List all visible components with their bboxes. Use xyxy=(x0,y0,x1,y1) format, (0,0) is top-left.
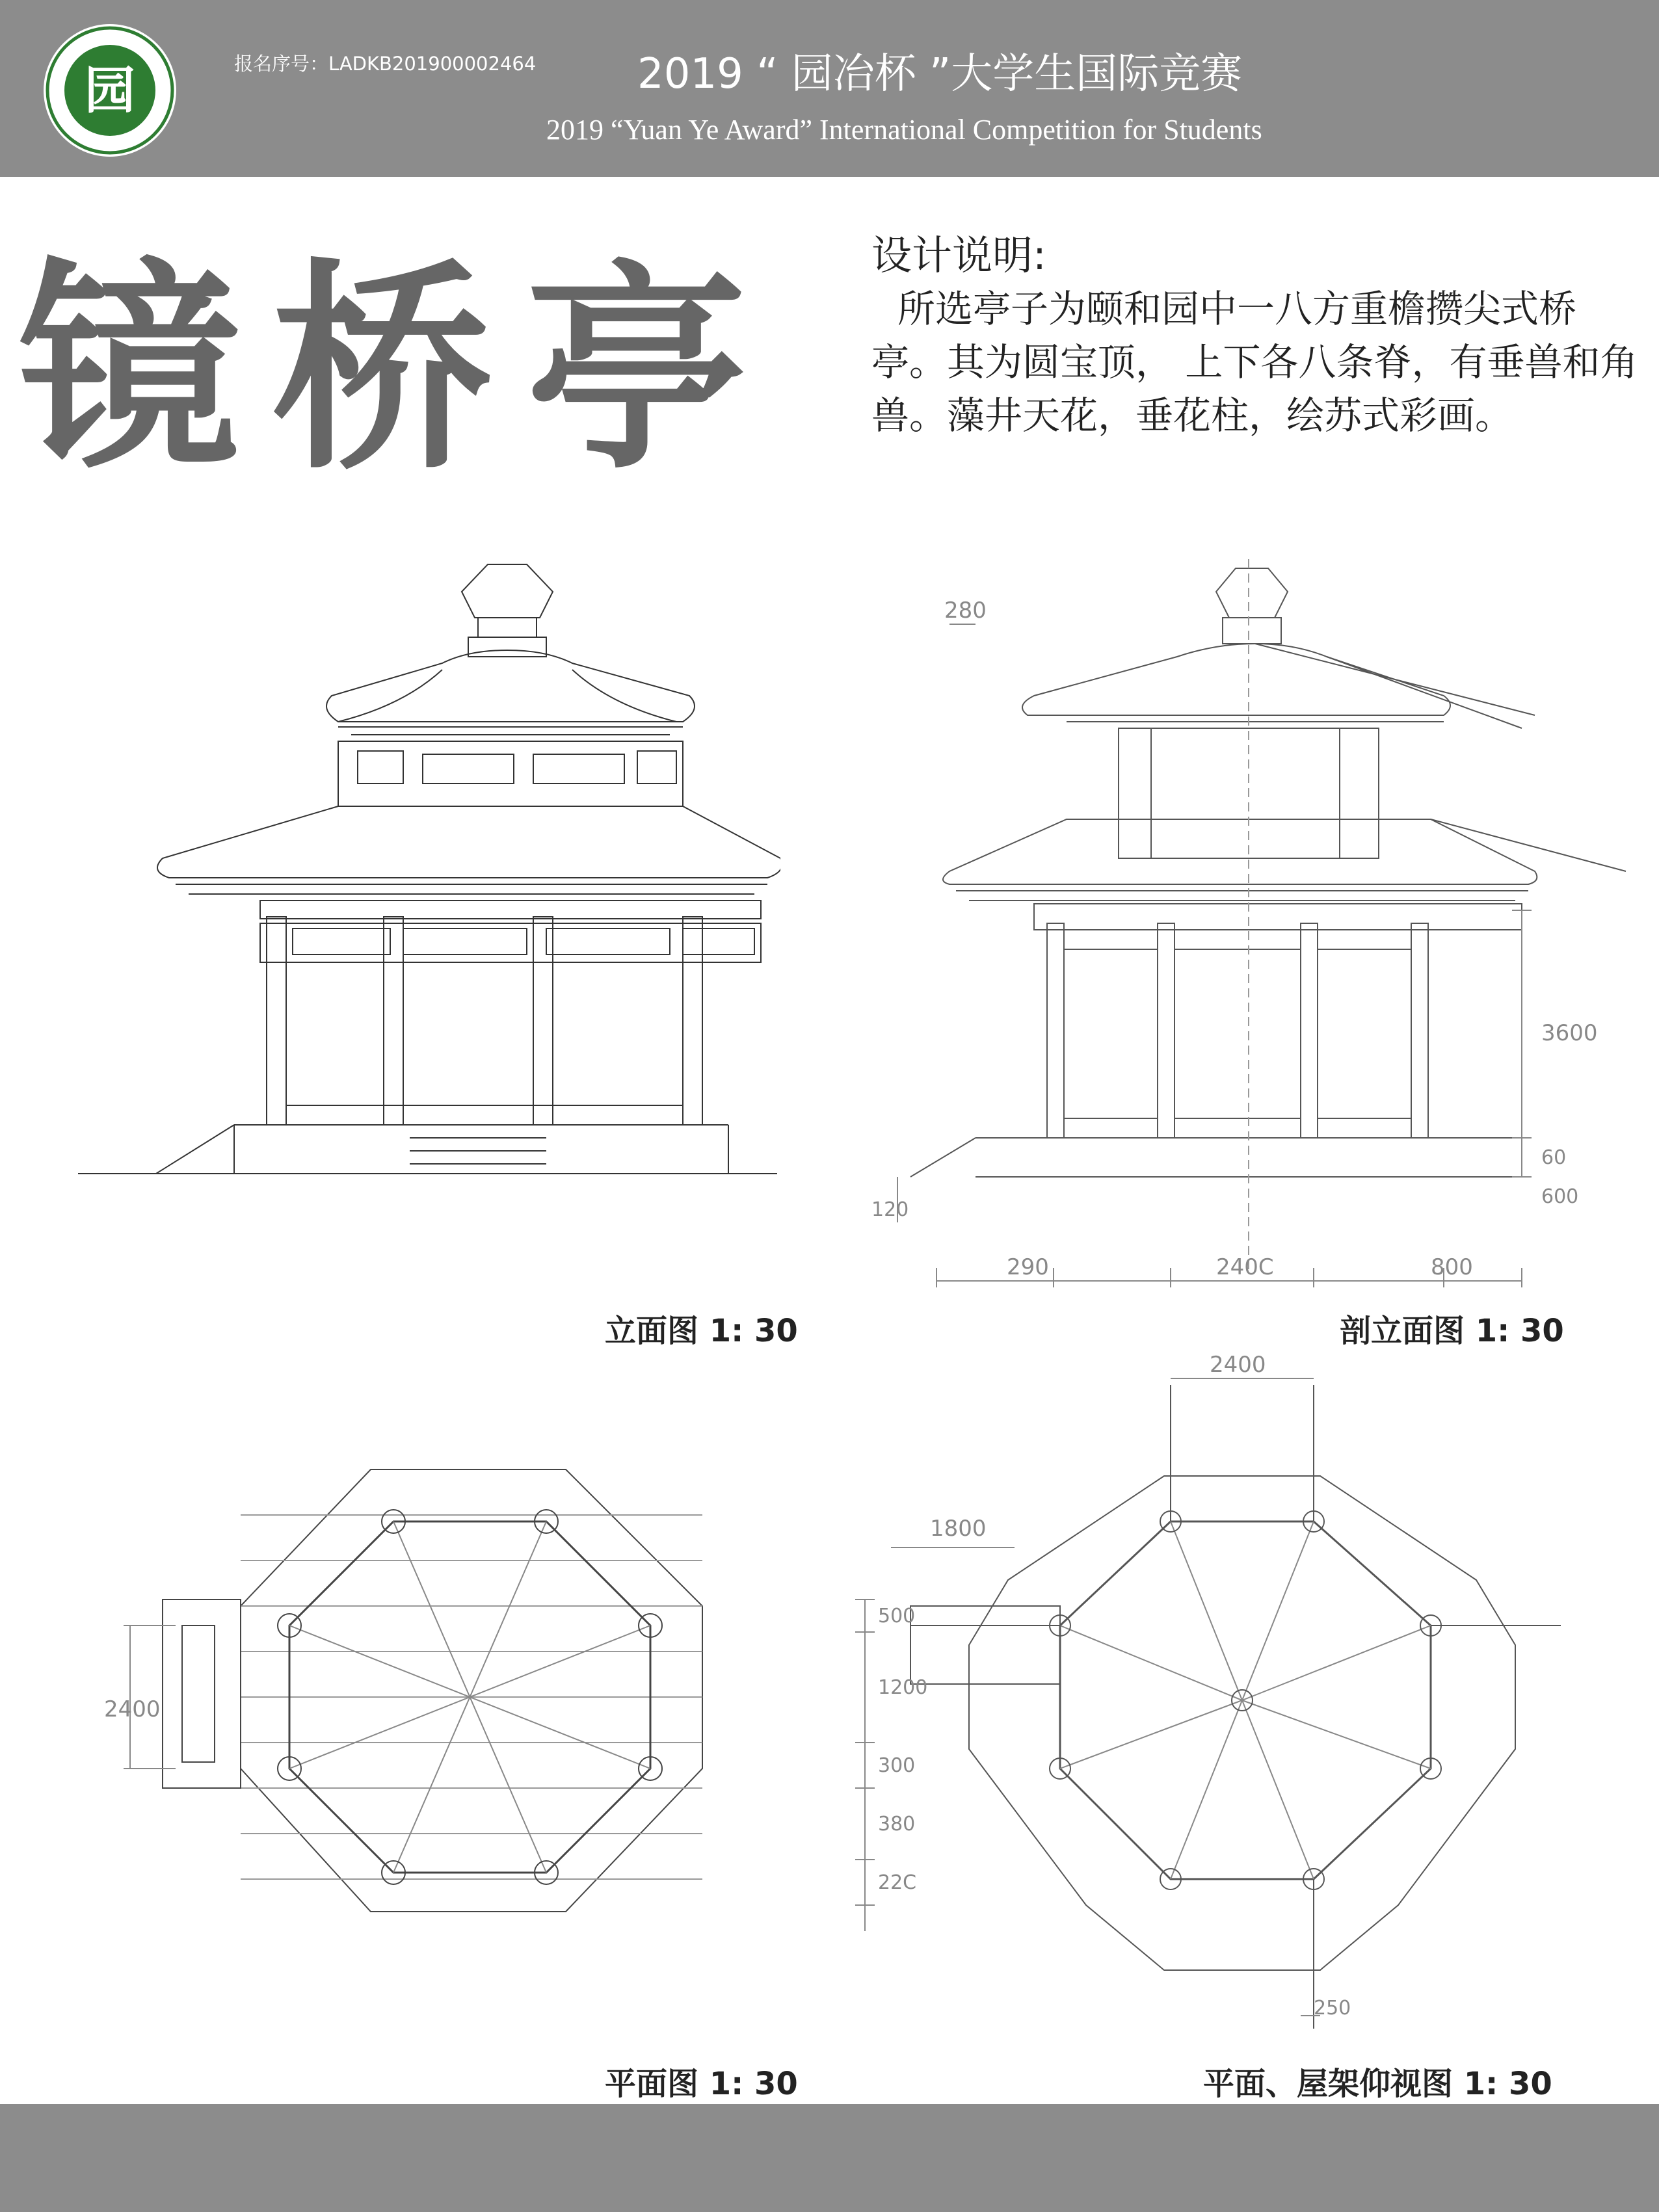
competition-title-en: 2019 “Yuan Ye Award” International Competition for Students xyxy=(546,114,1262,146)
registration-number: 报名序号：LADKB201900002464 xyxy=(234,53,537,75)
roof-dim-300: 300 xyxy=(878,1754,916,1777)
header-band xyxy=(0,0,1659,177)
section-dim-120: 120 xyxy=(871,1198,909,1221)
section-dim-290: 290 xyxy=(1007,1254,1049,1280)
elevation-drawing xyxy=(78,553,780,1177)
roof-dim-250: 250 xyxy=(1314,1997,1351,2020)
footer-band xyxy=(0,2104,1659,2212)
description-heading: 设计说明: xyxy=(871,231,1046,279)
section-drawing xyxy=(871,559,1639,1287)
roof-dim-500: 500 xyxy=(878,1605,916,1627)
section-dim-600: 600 xyxy=(1541,1185,1579,1208)
plan-drawing xyxy=(98,1456,722,1938)
section-dim-280: 280 xyxy=(944,598,987,624)
logo-glyph: 园 xyxy=(84,62,136,120)
roof-plan-drawing xyxy=(826,1346,1593,2042)
elevation-caption: 立面图 1: 30 xyxy=(605,1313,798,1349)
plan-caption: 平面图 1: 30 xyxy=(605,2066,798,2102)
roof-dim-1200: 1200 xyxy=(878,1676,928,1699)
section-dim-60: 60 xyxy=(1541,1146,1567,1169)
roof-plan-caption: 平面、屋架仰视图 1: 30 xyxy=(1203,2066,1552,2102)
competition-logo-icon xyxy=(42,22,178,159)
roof-dim-2400: 2400 xyxy=(1210,1352,1266,1378)
section-caption: 剖立面图 1: 30 xyxy=(1340,1313,1564,1349)
roof-dim-380: 380 xyxy=(878,1813,916,1836)
design-description xyxy=(871,229,1639,442)
plan-dim-2400: 2400 xyxy=(104,1696,161,1722)
roof-dim-220: 22C xyxy=(878,1871,917,1894)
project-title: 镜桥亭 xyxy=(18,239,779,499)
description-body: 所选亭子为颐和园中一八方重檐攒尖式桥亭。其为圆宝顶， 上下各八条脊，有垂兽和角兽。藻井天花，垂花柱，绘苏式彩画。 xyxy=(871,287,1638,438)
section-dim-2400: 240C xyxy=(1216,1254,1274,1280)
section-dim-800: 800 xyxy=(1431,1254,1473,1280)
roof-dim-1800: 1800 xyxy=(930,1516,987,1542)
competition-title-cn: 2019 “ 园冶杯 ”大学生国际竞赛 xyxy=(637,50,1243,98)
section-dim-3600: 3600 xyxy=(1541,1020,1598,1046)
